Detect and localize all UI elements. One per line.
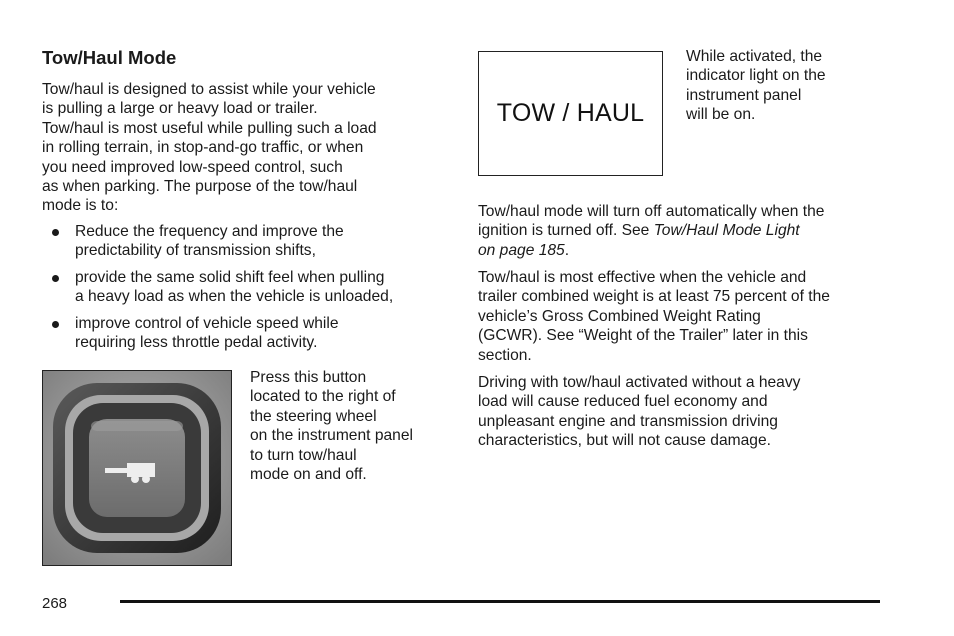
bullet-icon (52, 229, 59, 236)
button-location-text: Press this button located to the right of the steering wheel on the instrument panel to turn tow/haul mode on and off. (250, 369, 413, 484)
list-item: provide the same solid shift feel when pulling a heavy load as when the vehicle is unloaded, (42, 268, 452, 307)
driving-paragraph: Driving with tow/haul activated without a heavy load will cause reduced fuel economy and unpleasant engine and transmission driving characteristics, but will not cause damage. (478, 374, 801, 450)
list-item: Reduce the frequency and improve the predictability of transmission shifts, (42, 222, 452, 261)
indicator-label: TOW / HAUL (496, 99, 645, 127)
list-item: improve control of vehicle speed while requiring less throttle pedal activity. (42, 314, 452, 353)
indicator-description: While activated, the indicator light on the instrument panel will be on. (686, 48, 826, 124)
tow-haul-indicator-light (478, 51, 663, 176)
page-number: 268 (42, 595, 68, 612)
cross-reference-link: Tow/Haul Mode Light (653, 222, 800, 240)
bullet-icon (52, 275, 59, 282)
footer-rule (120, 600, 880, 603)
bullet-icon (52, 321, 59, 328)
purpose-list (42, 222, 452, 359)
page-reference: on page 185 (478, 241, 565, 259)
tow-haul-button-photo (42, 370, 232, 566)
section-heading: Tow/Haul Mode (42, 47, 177, 68)
weight-paragraph: Tow/haul is most effective when the vehicle and trailer combined weight is at least 75 percent of the vehicle’s Gross Combined Weight Rating (GCWR). See “Weight of the Trailer” later in this section. (478, 269, 830, 364)
auto-off-paragraph: Tow/haul mode will turn off automatically when the ignition is turned off. See Tow/Haul Mode Light on page 185. (478, 203, 825, 259)
intro-paragraph: Tow/haul is designed to assist while your vehicle is pulling a large or heavy load or trailer. Tow/haul is most useful while pulling such a load in rolling terrain, in stop-and-go traffic, or when you need improved low-speed control, such as when parking. The purpose of the tow/haul mode is to: (42, 81, 377, 215)
tow-haul-button-icon (43, 371, 231, 565)
